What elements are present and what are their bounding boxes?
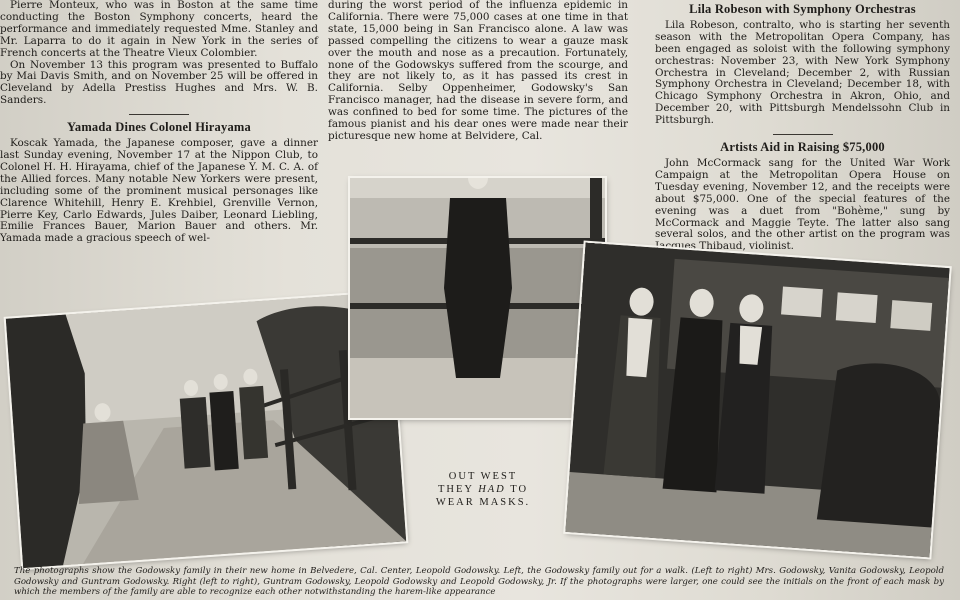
photo-family-walk	[6, 292, 407, 568]
photo-godowsky-men	[565, 243, 949, 558]
photo-leopold-godowsky	[350, 178, 605, 418]
column-right	[655, 0, 950, 253]
headline-mccormack: Artists Aid in Raising $75,000	[720, 140, 885, 155]
caption-line: WEAR MASKS.	[435, 497, 531, 508]
caption-line: OUT WEST	[448, 471, 518, 482]
column-middle	[328, 0, 628, 143]
column-left	[0, 0, 318, 245]
caption-emphasis: HAD	[478, 484, 506, 495]
caption-line	[428, 483, 538, 496]
section-divider	[129, 114, 189, 115]
photo-caption-center	[428, 470, 538, 509]
headline-robeson: Lila Robeson with Symphony Orchestras	[689, 2, 916, 16]
article-paragraph: John McCormack sang for the United War Work Campaign at the Metropolitan Opera House on Tuesday evening, November 12, and the receipts were about $75,000. One of the special features of the evening was a duet from "Bohème," sung by McCormack and Maggie Teyte. The latter also sang several solos, and the other artist on the program was Jacques Thibaud, violinist.	[655, 156, 950, 253]
caption-word: THEY	[437, 484, 479, 495]
photo-caption-bottom: The photographs show the Godowsky family in their new home in Belvedere, Cal. Center, Leopold Godowsky. Left, the Godowsky family out for a walk. (Left to right) Mrs. Godowsky, Vanita Godowsky, Leopold Godowsky and Guntram Godowsky. Right (left to right), Guntram Godowsky, Leopold Godowsky and Leopold Godowsky, Jr. If the photographs were larger, one could see the initials on the front of each mask by which the members of the family are able to recognize each other notwithstanding the harem-like appearance	[14, 566, 944, 597]
article-paragraph: Koscak Yamada, the Japanese composer, gave a dinner last Sunday evening, November 17 at the Nippon Club, to Colonel H. H. Hirayama, chief of the Japanese Y. M. C. A. of the Allied forces. Many notable New Yorkers were present, including some of the prominent musical personages like Clarence Whitehill, Henry E. Krehbiel, Grenville Vernon, Pierre Key, Carlo Edwards, Jules Daiber, Leonard Liebling, Emilie Frances Bauer, Marion Bauer and others. Mr. Yamada made a gracious speech of wel-	[0, 137, 318, 245]
article-paragraph: On November 13 this program was presented to Buffalo by Mai Davis Smith, and on November 25 will be offered in Cleveland by Adella Prestiss Hughes and Mrs. W. B. Sanders.	[0, 58, 318, 107]
caption-word: TO	[505, 484, 529, 495]
article-paragraph: Lila Robeson, contralto, who is starting her seventh season with the Metropolitan Opera Company, has been engaged as soloist with the following symphony orchestras: November 23, with New York Symphony Orchestra in Cleveland; December 2, with Russian Symphony Orchestra in Cleveland; December 18, with Chicago Symphony Orchestra in Akron, Ohio, and December 20, with Pittsburgh Mendelssohn Club in Pittsburgh.	[655, 18, 950, 127]
article-paragraph: Pierre Monteux, who was in Boston at the same time conducting the Boston Symphony concerts, heard the performance and immediately requested Mme. Stanley and Mr. Laparra to do it again in New York in the series of French concerts at the Theatre Vieux Colombier.	[0, 0, 318, 59]
article-paragraph: during the worst period of the influenza epidemic in California. There were 75,000 cases at one time in that state, 15,000 being in San Francisco alone. A law was passed compelling the citizens to wear a gauze mask over the mouth and nose as a precaution. Fortunately, none of the Godowskys suffered from the scourge, and they are not likely to, as it has passed its crest in California. Selby Oppenheimer, Godowsky's San Francisco manager, had the disease in severe form, and was confined to bed for some time. The pictures of the famous pianist and his dear ones were made near their picturesque new home at Belvidere, Cal.	[328, 0, 628, 142]
section-divider	[773, 134, 833, 135]
headline-yamada: Yamada Dines Colonel Hirayama	[67, 120, 251, 135]
